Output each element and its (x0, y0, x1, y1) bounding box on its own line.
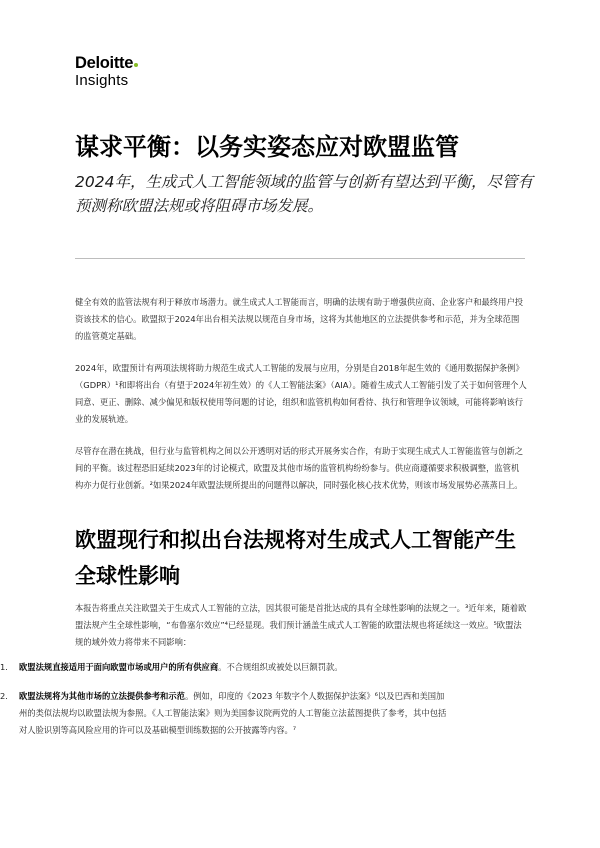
paragraph-1: 健全有效的监管法规有利于释放市场潜力。就生成式人工智能而言，明确的法规有助于增强供应商、企业客户和最终用户投资该技术的信心。欧盟拟于2024年出台相关法规以规范自身市场，这将为其他地区的立法提供参考和示范，并为全球范围的监管奠定基础。 (75, 297, 524, 341)
list-number: 1. (0, 662, 8, 672)
list-item-bold: 欧盟法规将为其他市场的立法提供参考和示范 (19, 691, 185, 701)
paragraph-2: 2024年，欧盟预计有两项法规将助力规范生成式人工智能的发展与应用，分别是自2018年起生效的《通用数据保护条例》（GDPR）¹和即将出台（有望于2024年初生效）的《人工智能法案》（AIA）。随着生成式人工智能引发了关于如何管理个人同意、更正、删除、减少偏见和版权使用等问题的讨论，组织和监管机构如何看待、执行和管理争议领域，可能将影响该行业的发展轨迹。 (75, 363, 527, 424)
list-item-bold: 欧盟法规直接适用于面向欧盟市场或用户的所有供应商 (19, 662, 219, 672)
deloitte-insights-logo (75, 55, 138, 89)
brand-name: Deloitte (75, 54, 134, 72)
brand-sub: Insights (75, 72, 129, 89)
list-number: 2. (0, 691, 8, 701)
list-item-text: 。例如，印度的《2023 年数字个人数据保护法案》⁶以及巴西和美国加州的类似法规均以欧盟法规为参照。《人工智能法案》则为美国参议院两党的人工智能立法蓝图提供了参考，其中包括对人脸识别等高风险应用的许可以及基础模型训练数据的公开披露等内容。⁷ (19, 691, 447, 735)
section-heading: 欧盟现行和拟出台法规将对生成式人工智能产生全球性影响 (75, 528, 516, 588)
brand-dot-icon (134, 63, 138, 67)
page-subtitle: 2024年，生成式人工智能领域的监管与创新有望达到平衡，尽管有预测称欧盟法规或将阻碍市场发展。 (75, 173, 533, 215)
divider (75, 258, 525, 259)
paragraph-3: 尽管存在潜在挑战，但行业与监管机构之间以公开透明对话的形式开展务实合作，有助于实现生成式人工智能监管与创新之间的平衡。该过程恐旧延续2023年的讨论模式，欧盟及其他市场的监管机构纷纷参与。供应商遵循要求积极调整，监管机构亦力促行业创新。²如果2024年欧盟法规所提出的问题得以解决，同时强化核心技术优势，则该市场发展势必蒸蒸日上。 (75, 446, 524, 490)
page-title: 谋求平衡：以务实姿态应对欧盟监管 (75, 133, 459, 161)
list-item-text: 。不合规组织或被处以巨额罚款。 (218, 662, 343, 672)
section-intro: 本报告将重点关注欧盟关于生成式人工智能的立法，因其很可能是首批达成的具有全球性影响的法规之一。³近年来，随着欧盟法规产生全球性影响，“布鲁塞尔效应”⁴已经显现。我们预计涵盖生成式人工智能的欧盟法规也将延续这一效应。⁵欧盟法规的域外效力将带来不同影响： (75, 603, 527, 647)
